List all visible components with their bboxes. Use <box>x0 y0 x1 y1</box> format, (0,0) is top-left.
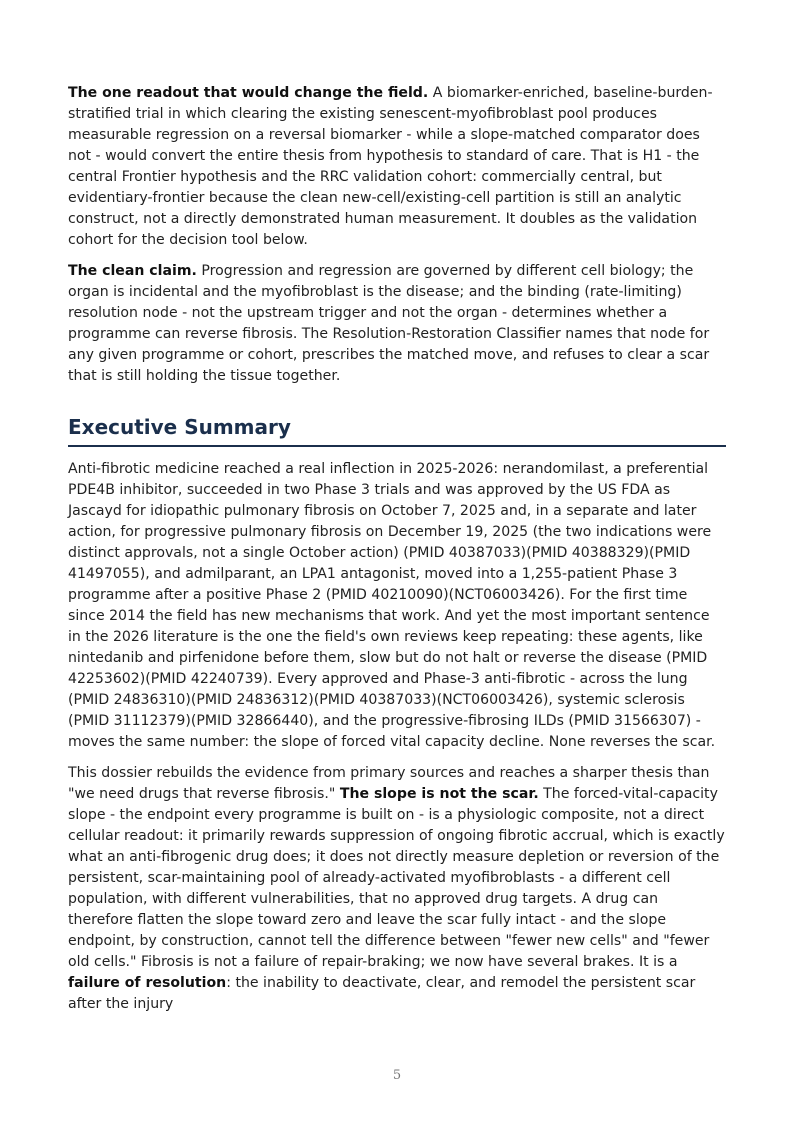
summary-p2-text-a: This dossier rebuilds the evidence from primary sources and reaches a sharper thesis than "we need drugs that reverse fibrosis." <box>68 765 710 802</box>
summary-paragraph-1: Anti-fibrotic medicine reached a real inflection in 2025-2026: nerandomilast, a preferential PDE4B inhibitor, succeeded in two Phase 3 trials and was approved by the US FDA as Jascayd for idiopathic pulmonary fibrosis on October 7, 2025 and, in a separate and later action, for progressive pulmonary fibrosis on December 19, 2025 (the two indications were distinct approvals, not a single October action) (PMID 40387033)(PMID 40388329)(PMID 41497055), and admilparant, an LPA1 antagonist, moved into a 1,255-patient Phase 3 programme after a positive Phase 2 (PMID 40210090)(NCT06003426). For the first time since 2014 the field has new mechanisms that work. And yet the most important sentence in the 2026 literature is the one the field's own reviews keep repeating: these agents, like nintedanib and pirfenidone before them, slow but do not halt or reverse the disease (PMID 42253602)(PMID 42240739). Every approved and Phase-3 anti-fibrotic - across the lung (PMID 24836310)(PMID 24836312)(PMID 40387033)(NCT06003426), systemic sclerosis (PMID 31112379)(PMID 32866440), and the progressive-fibrosing ILDs (PMID 31566307) - moves the same number: the slope of forced vital capacity decline. None reverses the scar. <box>68 461 716 750</box>
summary-p2-text-e: : the inability to deactivate, clear, and remodel the persistent scar after the injury <box>68 975 696 1012</box>
clean-claim-paragraph <box>68 261 726 387</box>
clean-claim-text: Progression and regression are governed by different cell biology; the organ is incidental and the myofibroblast is the disease; and the binding (rate-limiting) resolution node - not the upstream trigger and not the organ - determines whether a programme can reverse fibrosis. The Resolution-Restoration Classifier names that node for any given programme or cohort, prescribes the matched move, and refuses to clear a scar that is still holding the tissue together. <box>68 263 710 384</box>
clean-claim-lead: The clean claim. <box>68 263 197 279</box>
page-body <box>68 83 726 1025</box>
readout-paragraph <box>68 83 726 251</box>
section-heading: Executive Summary <box>68 414 726 447</box>
readout-text: A biomarker-enriched, baseline-burden-stratified trial in which clearing the existing senescent-myofibroblast pool produces measurable regression on a reversal biomarker - while a slope-matched comparator does not - would convert the entire thesis from hypothesis to standard of care. That is H1 - the central Frontier hypothesis and the RRC validation cohort: commercially central, but evidentiary-frontier because the clean new-cell/existing-cell partition is still an analytic construct, not a directly demonstrated human measurement. It doubles as the validation cohort for the decision tool below. <box>68 85 713 248</box>
resolution-emphasis: failure of resolution <box>68 975 227 991</box>
summary-paragraph-2 <box>68 763 726 1015</box>
thesis-emphasis: The slope is not the scar. <box>339 786 539 802</box>
summary-p2-text-c: The forced-vital-capacity slope - the endpoint every programme is built on - is a physiologic composite, not a direct cellular readout: it primarily rewards suppression of ongoing fibrotic accrual, which is exactly what an anti-fibrogenic drug does; it does not directly measure depletion or reversion of the persistent, scar-maintaining pool of already-activated myofibroblasts - a different cell population, with different vulnerabilities, that no approved drug targets. A drug can therefore flatten the slope toward zero and leave the scar fully intact - and the slope endpoint, by construction, cannot tell the difference between "fewer new cells" and "fewer old cells." Fibrosis is not a failure of repair-braking; we now have several brakes. It is a <box>68 786 725 970</box>
readout-lead: The one readout that would change the field. <box>68 85 429 101</box>
page-number: 5 <box>392 1068 402 1083</box>
